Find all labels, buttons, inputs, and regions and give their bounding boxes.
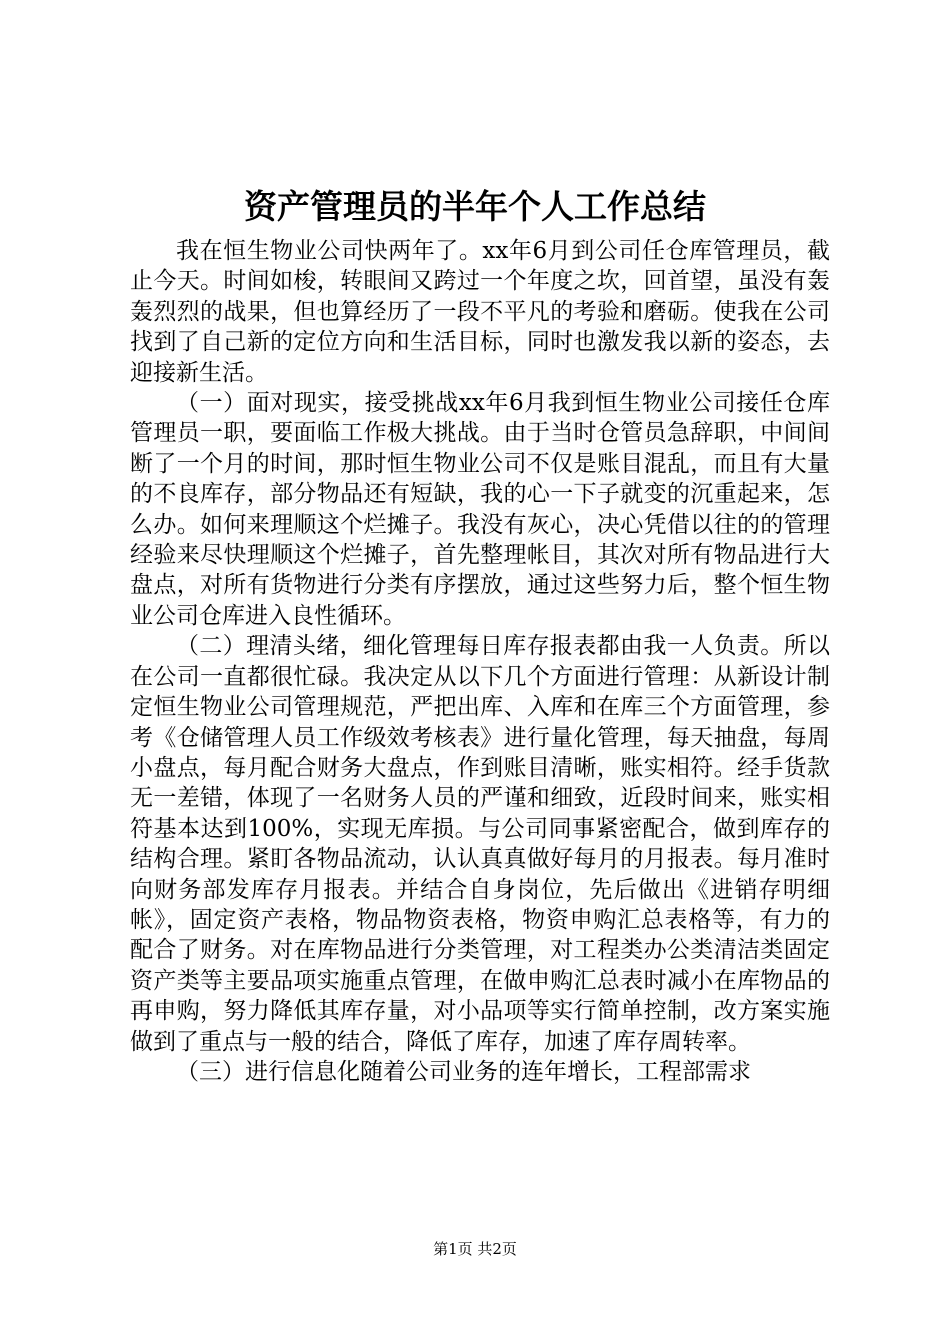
page-title: 资产管理员的半年个人工作总结: [244, 187, 706, 226]
page-footer: 第1页 共2页: [433, 1240, 517, 1258]
paragraph-intro: 我在恒生物业公司快两年了。xx年6月到公司任仓库管理员，截止今天。时间如梭，转眼间又跨过一个年度之坎，回首望，虽没有轰轰烈烈的战果，但也算经历了一段不平凡的考验和磨砺。使我在公司找到了自己新的定位方向和生活目标，同时也激发我以新的姿态，去迎接新生活。: [130, 238, 830, 386]
document-body: [130, 236, 830, 1087]
paragraph-section-3: （三）进行信息化随着公司业务的连年增长，工程部需求: [176, 1058, 751, 1085]
paragraph-section-1: （一）面对现实，接受挑战xx年6月我到恒生物业公司接任仓库管理员一职，要面临工作极大挑战。由于当时仓管员急辞职，中间间断了一个月的时间，那时恒生物业公司不仅是账目混乱，而且有大量的不良库存，部分物品还有短缺，我的心一下子就变的沉重起来，怎么办。如何来理顺这个烂摊子。我没有灰心，决心凭借以往的的管理经验来尽快理顺这个烂摊子，首先整理帐目，其次对所有物品进行大盘点，对所有货物进行分类有序摆放，通过这些努力后，整个恒生物业公司仓库进入良性循环。: [130, 390, 830, 629]
paragraph-section-2: （二）理清头绪，细化管理每日库存报表都由我一人负责。所以在公司一直都很忙碌。我决定从以下几个方面进行管理：从新设计制定恒生物业公司管理规范，严把出库、入库和在库三个方面管理，参考《仓储管理人员工作级效考核表》进行量化管理，每天抽盘，每周小盘点，每月配合财务大盘点，作到账目清晰，账实相符。经手货款无一差错，体现了一名财务人员的严谨和细致，近段时间来，账实相符基本达到100%，实现无库损。与公司同事紧密配合，做到库存的结构合理。紧盯各物品流动，认认真真做好每月的月报表。每月准时向财务部发库存月报表。并结合自身岗位，先后做出《进销存明细帐》，固定资产表格，物品物资表格，物资申购汇总表格等，有力的配合了财务。对在库物品进行分类管理，对工程类办公类清洁类固定资产类等主要品项实施重点管理，在做申购汇总表时减小在库物品的再申购，努力降低其库存量，对小品项等实行简单控制，改方案实施做到了重点与一般的结合，降低了库存，加速了库存周转率。: [130, 633, 830, 1055]
